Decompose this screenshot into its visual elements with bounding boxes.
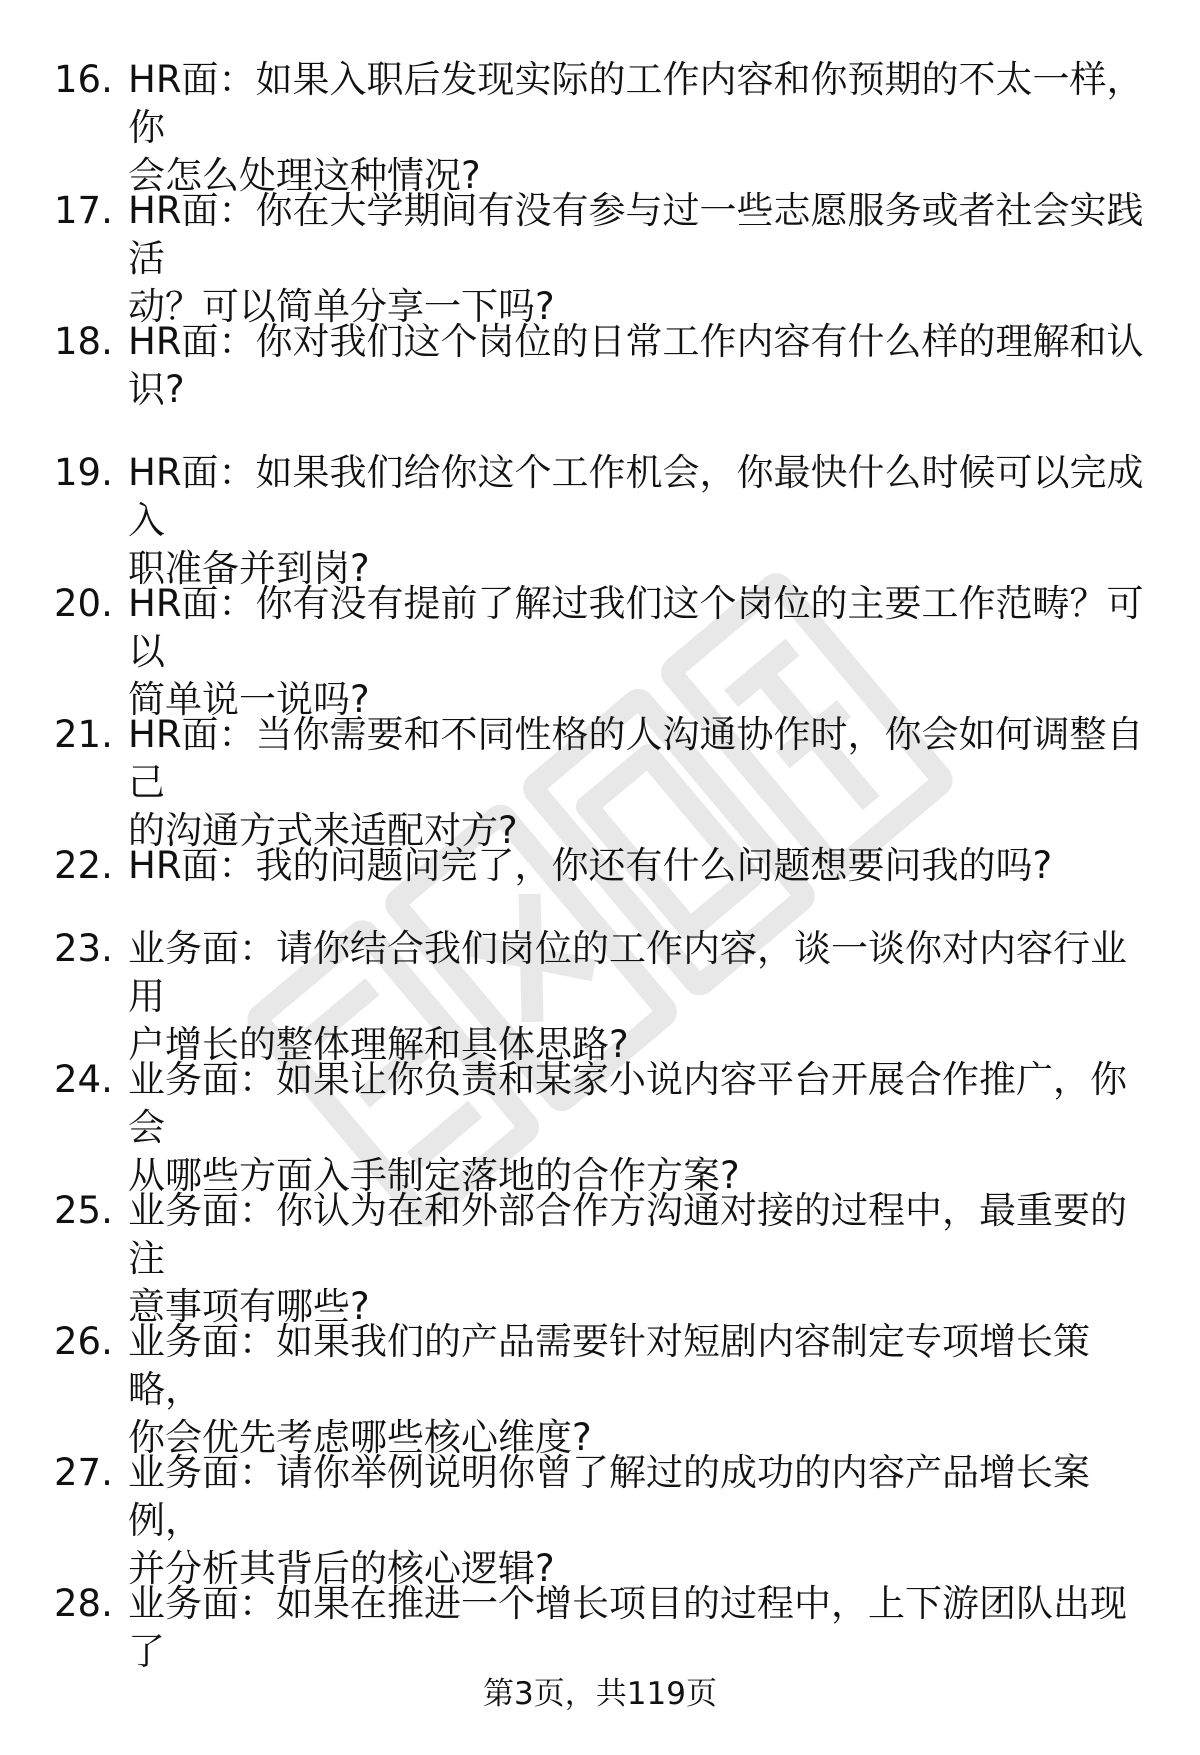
- list-item: [0, 1187, 1200, 1328]
- question-text: 业务面：请你结合我们岗位的工作内容，谈一谈你对内容行业用 户增长的整体理解和具体思路?: [128, 927, 1127, 1066]
- list-item: [0, 711, 1200, 852]
- question-number: 26.: [54, 1320, 113, 1363]
- question-text: 业务面：你认为在和外部合作方沟通对接的过程中，最重要的注 意事项有哪些?: [128, 1189, 1127, 1328]
- question-text: HR面：你对我们这个岗位的日常工作内容有什么样的理解和认 识?: [128, 320, 1144, 411]
- list-item: [0, 318, 1200, 449]
- question-list: [0, 56, 1200, 1673]
- question-number: 22.: [54, 844, 113, 887]
- list-item: [0, 1318, 1200, 1459]
- list-item: [0, 580, 1200, 721]
- list-item: [0, 1580, 1200, 1673]
- question-text: HR面：你在大学期间有没有参与过一些志愿服务或者社会实践活 动？可以简单分享一下吗?: [128, 189, 1144, 328]
- question-number: 25.: [54, 1189, 113, 1232]
- question-text: HR面：你有没有提前了解过我们这个岗位的主要工作范畴？可以 简单说一说吗?: [128, 582, 1144, 721]
- list-item: [0, 56, 1200, 197]
- list-item: [0, 1449, 1200, 1590]
- question-number: 19.: [54, 451, 113, 494]
- question-number: 27.: [54, 1451, 113, 1494]
- question-number: 21.: [54, 713, 113, 756]
- list-item: [0, 842, 1200, 925]
- question-number: 17.: [54, 189, 113, 232]
- question-number: 18.: [54, 320, 113, 363]
- question-text: HR面：当你需要和不同性格的人沟通协作时，你会如何调整自己 的沟通方式来适配对方?: [128, 713, 1144, 852]
- question-text: 业务面：如果我们的产品需要针对短剧内容制定专项增长策略， 你会优先考虑哪些核心维度?: [128, 1320, 1090, 1459]
- question-number: 28.: [54, 1582, 113, 1625]
- question-number: 20.: [54, 582, 113, 625]
- question-number: 16.: [54, 58, 113, 101]
- question-text: 业务面：如果让你负责和某家小说内容平台开展合作推广，你会 从哪些方面入手制定落地的合作方案?: [128, 1058, 1127, 1197]
- list-item: [0, 187, 1200, 328]
- question-text: HR面：我的问题问完了，你还有什么问题想要问我的吗?: [128, 844, 1053, 887]
- question-text: 业务面：如果在推进一个增长项目的过程中，上下游团队出现了: [128, 1582, 1127, 1673]
- list-item: [0, 449, 1200, 590]
- list-item: [0, 1056, 1200, 1197]
- question-number: 23.: [54, 927, 113, 970]
- question-text: HR面：如果我们给你这个工作机会，你最快什么时候可以完成入 职准备并到岗?: [128, 451, 1144, 590]
- page-number-footer: 第3页，共119页: [483, 1676, 717, 1712]
- question-number: 24.: [54, 1058, 113, 1101]
- question-text: HR面：如果入职后发现实际的工作内容和你预期的不太一样，你 会怎么处理这种情况?: [128, 58, 1144, 197]
- question-text: 业务面：请你举例说明你曾了解过的成功的内容产品增长案例， 并分析其背后的核心逻辑?: [128, 1451, 1090, 1590]
- list-item: [0, 925, 1200, 1066]
